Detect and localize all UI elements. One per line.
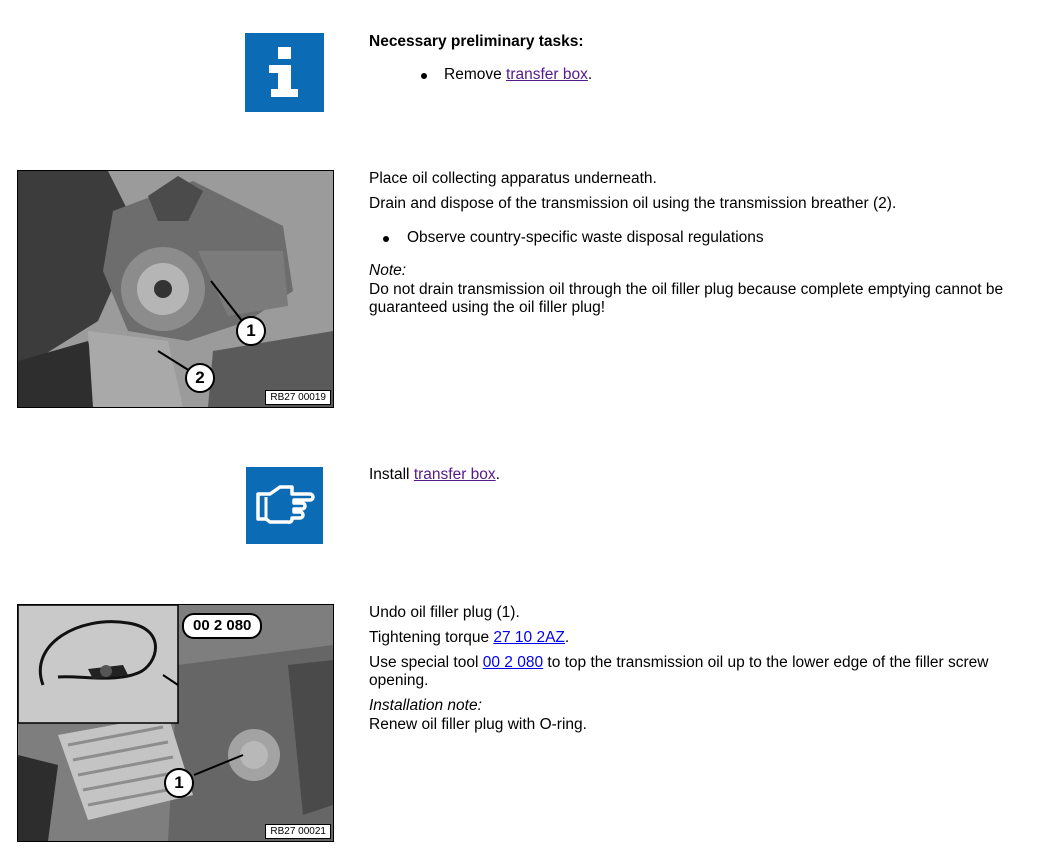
- period-text: .: [495, 466, 500, 483]
- oil-filler-plug-photo: [17, 604, 334, 842]
- note-text: Do not drain transmission oil through the oil filler plug because complete emptying cannot be guaranteed using the oil filler plug!: [369, 281, 1004, 316]
- transfer-box-drain-photo: [17, 170, 334, 408]
- callout-1: 1: [236, 316, 266, 346]
- bullet-dot: [383, 236, 389, 242]
- installation-note-text: Renew oil filler plug with O-ring.: [369, 716, 587, 733]
- undo-filler-plug-text: Undo oil filler plug (1).: [369, 604, 520, 621]
- install-text: Install: [369, 466, 414, 483]
- transfer-box-link[interactable]: transfer box: [413, 466, 496, 483]
- period-text: .: [587, 66, 593, 83]
- info-icon: [245, 33, 324, 112]
- drain-oil-text: Drain and dispose of the transmission oil using the transmission breather (2).: [369, 195, 897, 212]
- callout-2: 2: [185, 363, 215, 393]
- tightening-torque-text: [369, 629, 569, 647]
- special-tool-label: 00 2 080: [182, 613, 262, 639]
- torque-spec-link[interactable]: 27 10 2AZ: [493, 629, 565, 646]
- figure-code: RB27 00021: [265, 824, 331, 839]
- remove-text: Remove: [444, 66, 507, 83]
- place-oil-collector-text: Place oil collecting apparatus underneath.: [369, 170, 657, 187]
- pointing-hand-icon: [246, 467, 323, 544]
- tool-prefix-text: Use special tool: [369, 654, 483, 671]
- preliminary-tasks-heading: Necessary preliminary tasks:: [369, 33, 584, 50]
- transfer-box-link[interactable]: transfer box: [506, 66, 588, 83]
- tool-suffix-text: to top the transmission oil up to the lower edge of the filler screw opening.: [369, 654, 989, 689]
- period-text: .: [564, 629, 570, 646]
- installation-note-label: Installation note:: [369, 697, 482, 714]
- figure-code: RB27 00019: [265, 390, 331, 405]
- install-transfer-box-text: [369, 466, 500, 484]
- special-tool-text: [369, 654, 1034, 690]
- bullet-dot: [421, 73, 427, 79]
- remove-transfer-box-item: [444, 66, 592, 84]
- torque-label: Tightening torque: [369, 629, 494, 646]
- note-label: Note:: [369, 262, 407, 279]
- special-tool-link[interactable]: 00 2 080: [482, 654, 544, 671]
- callout-1: 1: [164, 768, 194, 798]
- waste-disposal-item: Observe country-specific waste disposal regulations: [407, 229, 764, 246]
